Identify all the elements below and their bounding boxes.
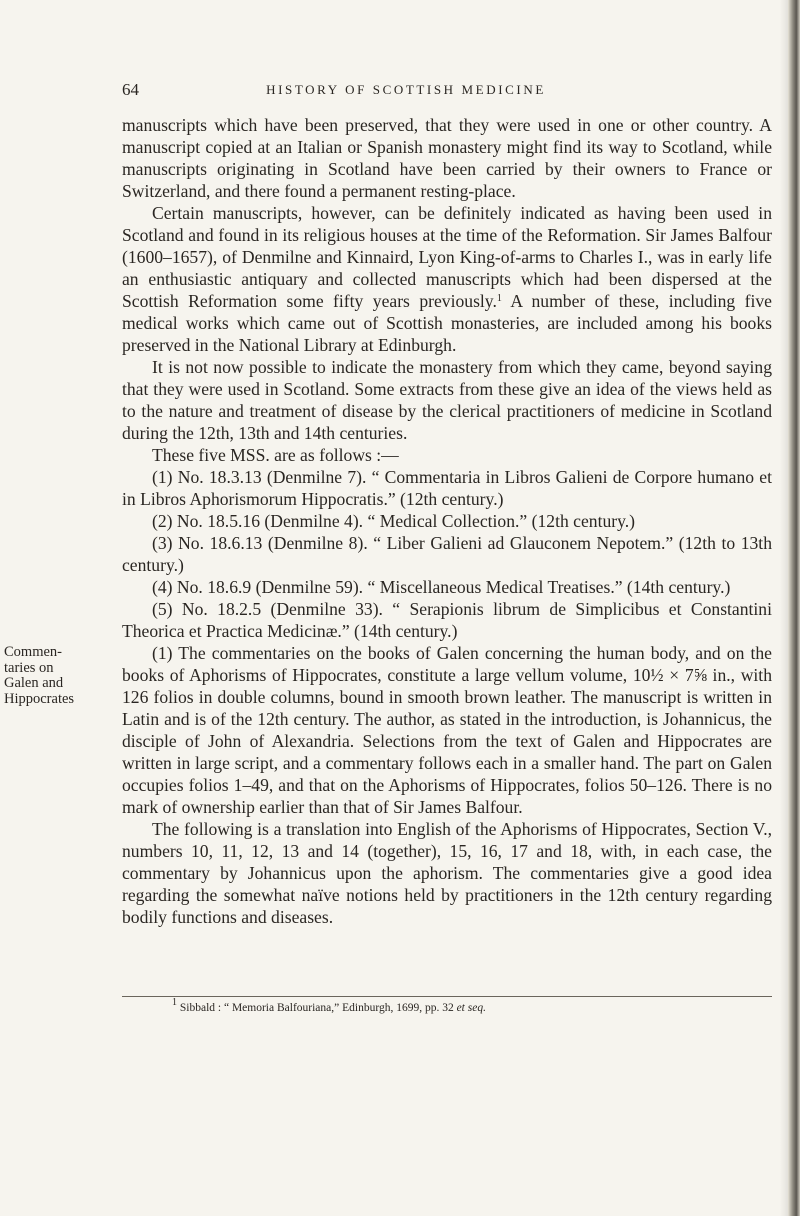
page-number: 64 (122, 80, 139, 99)
paragraph-continued: manuscripts which have been preserved, that they were used in one or other country. A manuscript copied at an Italian or Spanish monastery might find its way to Scotland, while manuscripts originating in Scotland have been carried by their owners to France or Switzerland, and there found a permanent resting-place. (122, 115, 772, 201)
paragraph-translation: The following is a translation into English of the Aphorisms of Hippocrates, Section V., numbers 10, 11, 12, 13 and 14 (together), 15, 16, 17 and 18, with, in each case, the commentary by Johannicus upon the aphorism. The commentaries give a good idea regarding the somewhat naïve notions held by practitioners in the 12th century regarding bodily functions and diseases. (122, 819, 772, 927)
manuscript-item-5: (5) No. 18.2.5 (Denmilne 33). “ Serapionis librum de Simplicibus et Constantini Theorica et Practica Medicinæ.” (14th century.) (122, 599, 772, 641)
marginal-note (4, 645, 114, 707)
manuscript-item-1: (1) No. 18.3.13 (Denmilne 7). “ Commentaria in Libros Galieni de Corpore humano et in Libros Aphorismorum Hippocratis.” (12th century.) (122, 467, 772, 509)
manuscript-item-2: (2) No. 18.5.16 (Denmilne 4). “ Medical Collection.” (12th century.) (152, 511, 636, 531)
paragraph-balfour-text: Certain manuscripts, however, can be definitely indicated as having been used in Scotland and found in its religious houses at the time of the Reformation. Sir James Balfour (1600–1657), of Denmilne and Kinnaird, Lyon King-of-arms to Charles I., was in early life an enthusiastic antiquary and collected manuscripts which had been dispersed at the Scottish Reformation some fifty years previously. (122, 203, 772, 311)
page-edge-shadow (780, 0, 788, 1216)
running-head: HISTORY OF SCOTTISH MEDICINE (266, 82, 546, 97)
manuscript-item-3: (3) No. 18.6.13 (Denmilne 8). “ Liber Galieni ad Glauconem Nepotem.” (12th to 13th century.) (122, 533, 772, 575)
book-page-edge (788, 0, 800, 1216)
footnote (172, 997, 772, 1015)
paragraph-commentaries: (1) The commentaries on the books of Galen concerning the human body, and on the books of Aphorisms of Hippocrates, constitute a large vellum volume, 10½ × 7⅝ in., with 126 folios in double columns, bound in smooth brown leather. The manuscript is written in Latin and is of the 12th century. The author, as stated in the introduction, is Johannicus, the disciple of John of Alexandria. Selections from the text of Galen and Hippocrates are written in large script, and a commentary follows each in a smaller hand. The part on Galen occupies folios 1–49, and that on the Aphorisms of Hippocrates, folios 50–126. There is no mark of ownership earlier than that of Sir James Balfour. (122, 643, 772, 817)
marginal-note-line: taries on (4, 659, 54, 676)
paragraph-monastery: It is not now possible to indicate the monastery from which they came, beyond saying that they were used in Scotland. Some extracts from these give an idea of the views held as to the nature and treatment of disease by the clerical practitioners of medicine in Scotland during the 12th, 13th and 14th centuries. (122, 357, 772, 443)
footnote-italic: et seq. (456, 1002, 486, 1014)
footnote-reference: 1 (496, 293, 502, 304)
manuscript-item-4: (4) No. 18.6.9 (Denmilne 59). “ Miscellaneous Medical Treatises.” (14th century.) (152, 577, 731, 597)
paragraph-list-intro: These five MSS. are as follows :— (152, 445, 399, 465)
marginal-note-line: Hippocrates (4, 690, 75, 707)
paragraph-balfour-text-2: A number of these, including five medical works which came out of Scottish monasteries, are included among his books preserved in the National Library at Edinburgh. (122, 291, 772, 355)
footnote-rule (122, 996, 772, 997)
footnote-marker: 1 (172, 997, 177, 1008)
footnote-text: Sibbald : “ Memoria Balfouriana,” Edinburgh, 1699, pp. 32 (177, 1002, 457, 1014)
body-text (122, 114, 772, 928)
marginal-note-line: Galen and (4, 675, 64, 691)
marginal-note-line: Commen- (4, 644, 62, 660)
paragraph-balfour (122, 202, 772, 356)
